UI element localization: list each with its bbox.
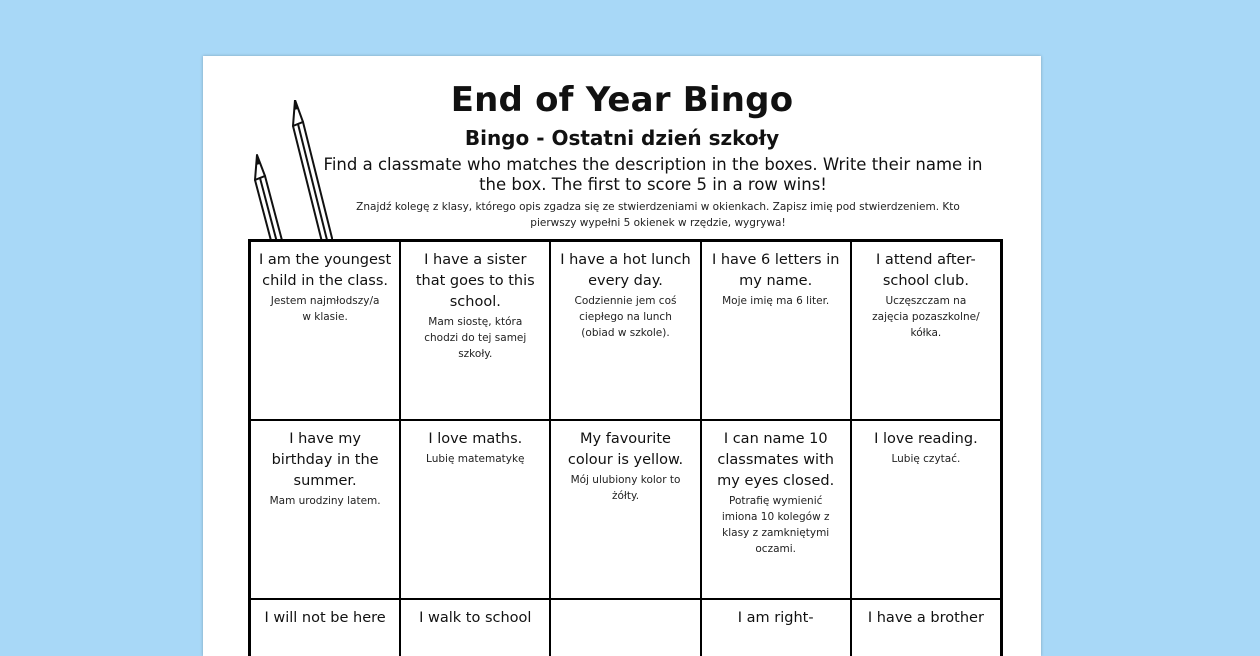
cell-statement-polish: Lubię matematykę [426, 453, 525, 465]
cell-statement-polish: Mam urodziny latem. [269, 495, 381, 507]
cell-statement: I walk to school [419, 610, 532, 626]
cell-statement: I am right- [737, 610, 814, 626]
bingo-cell[interactable] [702, 421, 850, 598]
cell-statement-polish: Potrafię wymienić imiona 10 kolegów z klasy z zamkniętymi oczami. [721, 495, 830, 555]
instructions-text-polish: Znajdź kolegę z klasy, którego opis zgadza się ze stwierdzeniami w okienkach. Zapisz imię pod stwierdzeniem. Kto pierwszy wypełni 5 okienek w rzędzie, wygrywa! [356, 201, 960, 229]
cell-statement-polish: Codziennie jem coś ciepłego na lunch (obiad w szkole). [574, 295, 677, 339]
cell-statement: I have a brother [867, 610, 984, 626]
cell-statement-polish: Moje imię ma 6 liter. [722, 295, 830, 307]
cell-statement-polish: Uczęszczam na zajęcia pozaszkolne/ kółka. [872, 295, 980, 339]
bingo-cell[interactable] [251, 421, 399, 598]
bingo-cell[interactable] [551, 421, 699, 598]
bingo-grid [248, 239, 1003, 656]
page-subtitle: Bingo - Ostatni dzień szkoły [464, 126, 780, 150]
bingo-cell[interactable] [702, 600, 850, 656]
bingo-cell[interactable] [401, 600, 549, 656]
cell-statement: I will not be here [264, 610, 386, 626]
worksheet-page [203, 56, 1041, 656]
instructions-text: Find a classmate who matches the description in the boxes. Write their name in the box. The first to score 5 in a row wins! [323, 155, 983, 194]
cell-statement-polish: Lubię czytać. [891, 453, 961, 465]
cell-statement: I attend after-school club. [876, 252, 976, 289]
bingo-cell[interactable] [551, 600, 699, 656]
cell-statement: I love reading. [874, 431, 978, 447]
page-title: End of Year Bingo [450, 80, 794, 120]
cell-statement: I love maths. [428, 431, 523, 447]
cell-statement: I can name 10 classmates with my eyes closed. [717, 431, 835, 489]
cell-statement: I have a sister that goes to this school. [415, 252, 535, 310]
bingo-cell[interactable] [852, 242, 1000, 419]
cell-statement: My favourite colour is yellow. [567, 431, 684, 468]
cell-statement: I have a hot lunch every day. [560, 252, 691, 289]
cell-statement-polish: Mam siostę, która chodzi do tej samej szkoły. [424, 316, 527, 360]
bingo-cell[interactable] [251, 242, 399, 419]
bingo-cell[interactable] [852, 600, 1000, 656]
bingo-cell[interactable] [401, 421, 549, 598]
cell-statement-polish: Jestem najmłodszy/a w klasie. [270, 295, 380, 323]
cell-statement: I have my birthday in the summer. [271, 431, 379, 489]
bingo-cell[interactable] [551, 242, 699, 419]
cell-statement: I am the youngest child in the class. [259, 252, 392, 289]
bingo-cell[interactable] [702, 242, 850, 419]
bingo-cell[interactable] [401, 242, 549, 419]
bingo-cell[interactable] [251, 600, 399, 656]
cell-statement-polish: Mój ulubiony kolor to żółty. [570, 474, 681, 502]
bingo-cell[interactable] [852, 421, 1000, 598]
cell-statement: I have 6 letters in my name. [711, 252, 840, 289]
